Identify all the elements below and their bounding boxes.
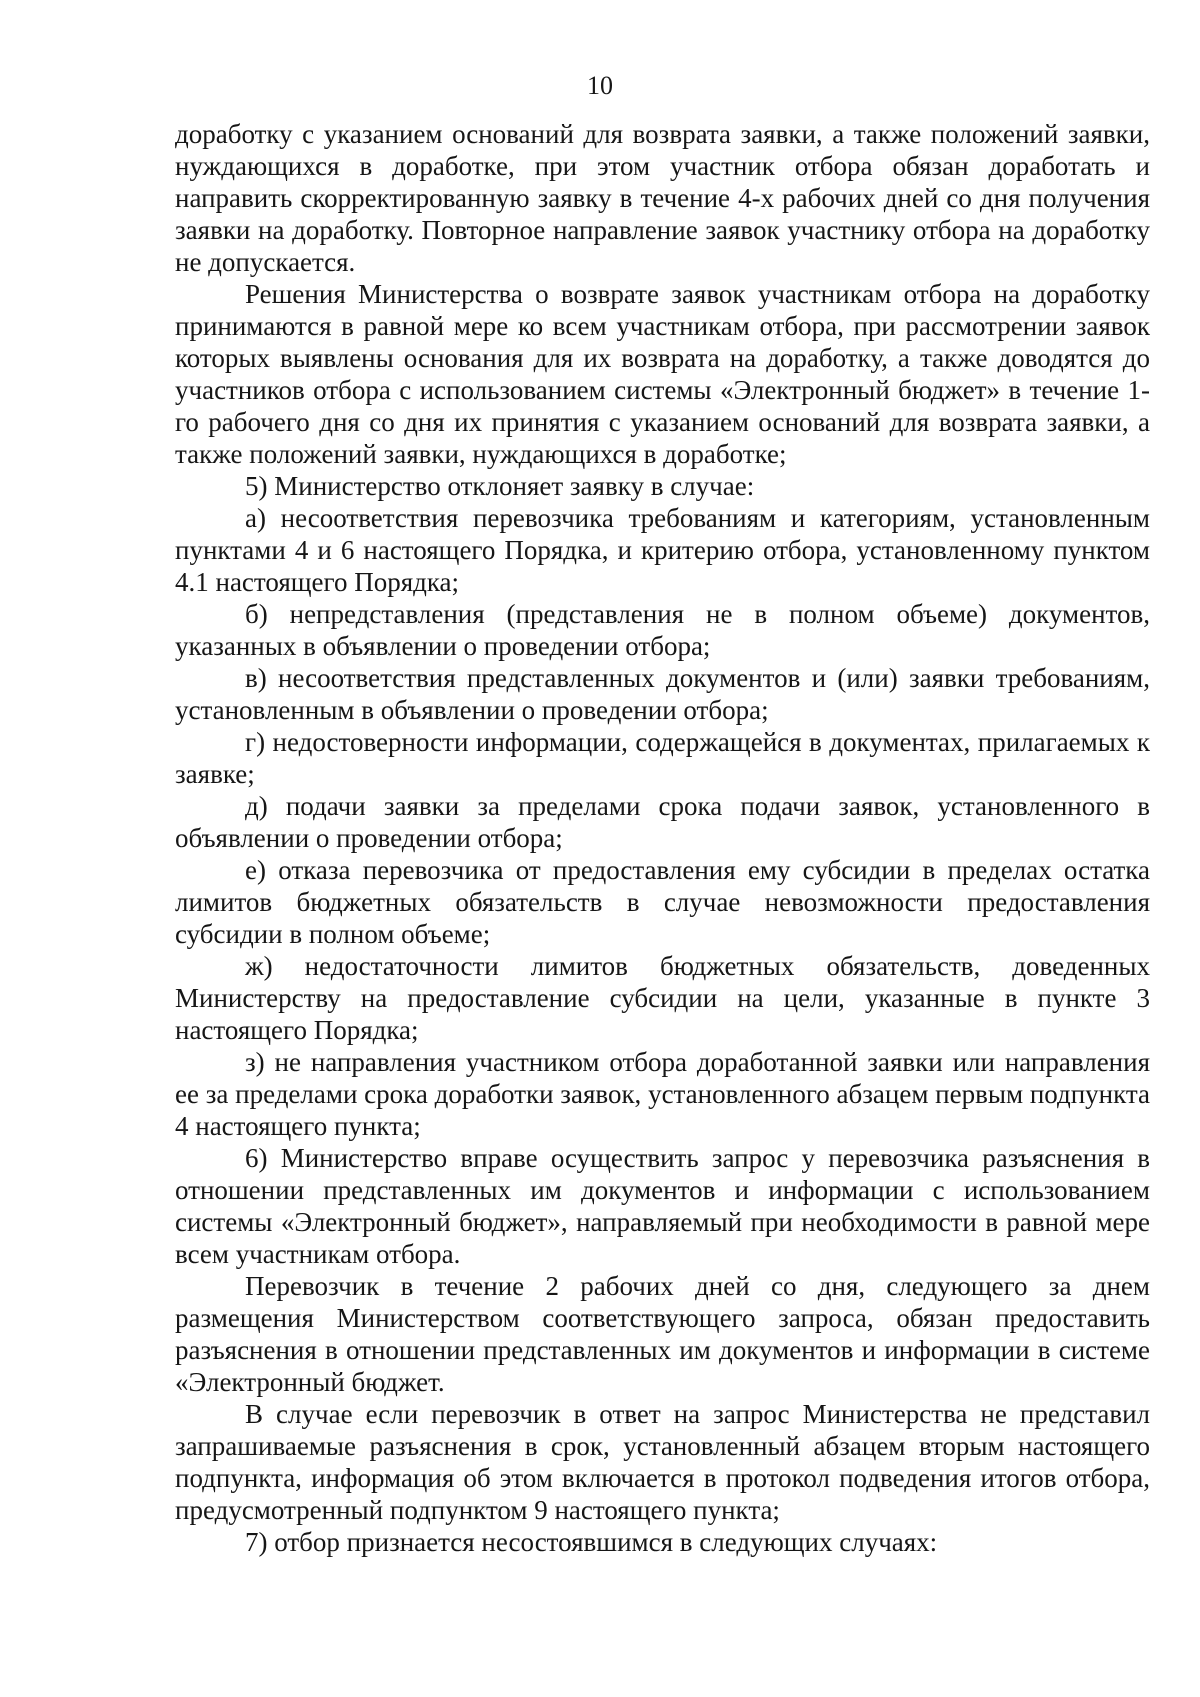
paragraph-subitem-d: д) подачи заявки за пределами срока подачи заявок, установленного в объявлении о проведении отбора; bbox=[175, 791, 1150, 853]
paragraph-subitem-v: в) несоответствия представленных документов и (или) заявки требованиям, установленным в объявлении о проведении отбора; bbox=[175, 663, 1150, 725]
paragraph-continuation: доработку с указанием оснований для возврата заявки, а также положений заявки, нуждающихся в доработке, при этом участник отбора обязан доработать и направить скорректированную заявку в течение 4-х рабочих дней со дня получения заявки на доработку. Повторное направление заявок участнику отбора на доработку не допускается. bbox=[175, 119, 1150, 277]
paragraph-subitem-z: з) не направления участником отбора доработанной заявки или направления ее за пределами срока доработки заявок, установленного абзацем первым подпункта 4 настоящего пункта; bbox=[175, 1047, 1150, 1141]
paragraph-subitem-e: е) отказа перевозчика от предоставления ему субсидии в пределах остатка лимитов бюджетных обязательств в случае невозможности предоставления субсидии в полном объеме; bbox=[175, 855, 1150, 949]
paragraph-return-decisions: Решения Министерства о возврате заявок участникам отбора на доработку принимаются в равной мере ко всем участникам отбора, при рассмотрении заявок которых выявлены основания для их возврата на доработку, а также доводятся до участников отбора с использованием системы «Электронный бюджет» в течение 1-го рабочего дня со дня их принятия с указанием оснований для возврата заявки, а также положений заявки, нуждающихся в доработке; bbox=[175, 279, 1150, 469]
paragraph-subitem-zh: ж) недостаточности лимитов бюджетных обязательств, доведенных Министерству на предоставление субсидии на цели, указанные в пункте 3 настоящего Порядка; bbox=[175, 951, 1150, 1045]
page-number: 10 bbox=[587, 71, 613, 100]
paragraph-no-response: В случае если перевозчик в ответ на запрос Министерства не представил запрашиваемые разъяснения в срок, установленный абзацем вторым настоящего подпункта, информация об этом включается в протокол подведения итогов отбора, предусмотренный подпунктом 9 настоящего пункта; bbox=[175, 1399, 1150, 1525]
paragraph-subitem-a: а) несоответствия перевозчика требованиям и категориям, установленным пунктами 4 и 6 настоящего Порядка, и критерию отбора, установленному пунктом 4.1 настоящего Порядка; bbox=[175, 503, 1150, 597]
paragraph-subitem-b: б) непредставления (представления не в полном объеме) документов, указанных в объявлении о проведении отбора; bbox=[175, 599, 1150, 661]
document-body bbox=[175, 118, 1150, 1558]
paragraph-subitem-g: г) недостоверности информации, содержащейся в документах, прилагаемых к заявке; bbox=[175, 727, 1150, 789]
paragraph-item-6: 6) Министерство вправе осуществить запрос у перевозчика разъяснения в отношении представленных им документов и информации с использованием системы «Электронный бюджет», направляемый при необходимости в равной мере всем участникам отбора. bbox=[175, 1143, 1150, 1269]
paragraph-item-5: 5) Министерство отклоняет заявку в случае: bbox=[245, 471, 755, 501]
paragraph-item-7: 7) отбор признается несостоявшимся в следующих случаях: bbox=[245, 1527, 938, 1557]
paragraph-carrier-response: Перевозчик в течение 2 рабочих дней со дня, следующего за днем размещения Министерством соответствующего запроса, обязан предоставить разъяснения в отношении представленных им документов и информации в системе «Электронный бюджет. bbox=[175, 1271, 1150, 1397]
